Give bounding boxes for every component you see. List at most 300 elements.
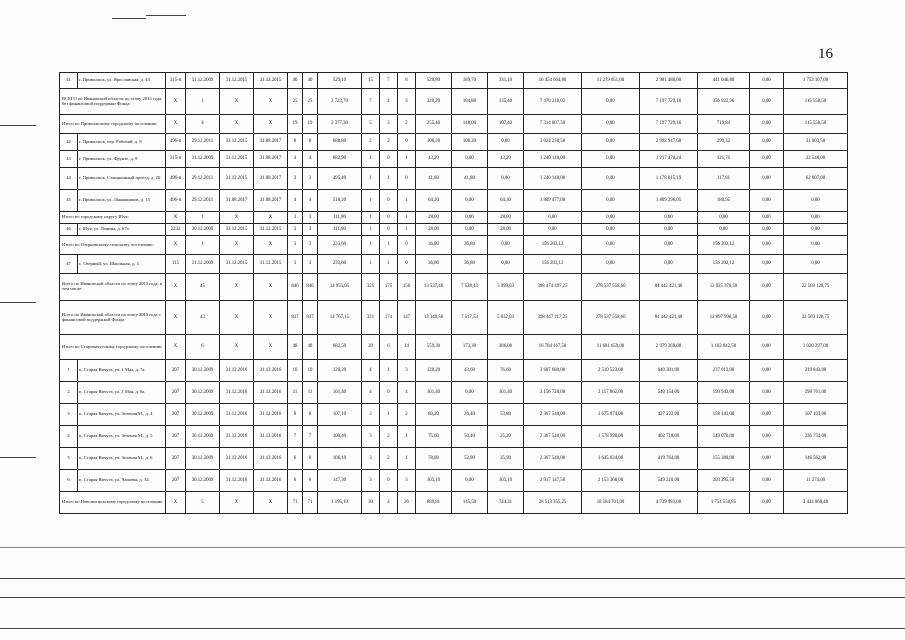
value-cell: 0 (380, 212, 398, 224)
value-cell: X (254, 212, 288, 224)
address-cell: г. Шуя, ул. Ленина, д. 67а (78, 224, 166, 236)
summary-label: ВСЕГО по Ивановской области по этапу 2014 года, без финансовой поддержки Фонда (60, 89, 166, 115)
value-cell: 3 (303, 212, 318, 224)
value-cell: 84 442 421,40 (640, 301, 698, 335)
value-cell: 0,00 (750, 335, 784, 360)
scan-mark (0, 597, 905, 598)
value-cell: 156 203,12 (524, 236, 582, 255)
value-cell: 3 (288, 255, 303, 274)
value-cell: 30.12.2009 (186, 382, 220, 404)
value-cell: 315-п (166, 151, 186, 168)
value-cell: 0,00 (488, 134, 524, 151)
value-cell: 6 (303, 470, 318, 492)
value-cell: 31.12.2016 (254, 470, 288, 492)
value-cell: 0,00 (750, 404, 784, 426)
value-cell: 22 548,00 (784, 151, 848, 168)
value-cell: 22 569 128,75 (784, 301, 848, 335)
value-cell: 156 203,12 (698, 255, 750, 274)
value-cell: 219 843,00 (784, 360, 848, 382)
value-cell: 315-п (166, 73, 186, 89)
value-cell: 107,40 (488, 115, 524, 134)
scan-mark (0, 547, 905, 548)
value-cell: 3 (398, 89, 416, 115)
value-cell: 0,00 (750, 274, 784, 301)
address-cell: г. Приволжск, ул. Ярославская, д. 43 (78, 73, 166, 89)
value-cell: 419 764,00 (640, 448, 698, 470)
value-cell: 3 (398, 470, 416, 492)
value-cell: 62 007,00 (784, 168, 848, 190)
value-cell: 1 020 297,00 (784, 335, 848, 360)
value-cell: 1 (380, 360, 398, 382)
value-cell: 0,00 (750, 470, 784, 492)
value-cell: 1 (398, 426, 416, 448)
value-cell: 11 (303, 382, 318, 404)
summary-label: Всего по Ивановской области по этапу 2015 года, в том числе: (60, 274, 166, 301)
value-cell: X (220, 236, 254, 255)
value-cell: 12 897 996,50 (698, 301, 750, 335)
value-cell: 48 (303, 335, 318, 360)
value-cell: 837 (303, 301, 318, 335)
value-cell: 115 558,50 (784, 89, 848, 115)
value-cell: 3 (362, 448, 380, 470)
value-cell: 64,20 (416, 190, 452, 212)
row-number: 46 (60, 224, 78, 236)
value-cell: 10 (303, 360, 318, 382)
value-cell: 0,00 (582, 115, 640, 134)
value-cell: 682,90 (318, 151, 362, 168)
value-cell: 520,80 (416, 73, 452, 89)
value-cell: 2 917 147,50 (524, 470, 582, 492)
value-cell: 11 279 051,00 (582, 73, 640, 89)
value-cell: 529,10 (318, 73, 362, 89)
housing-registry-table (59, 72, 848, 514)
value-cell: 3 (303, 168, 318, 190)
value-cell: 0,00 (750, 212, 784, 224)
value-cell: 111,80 (318, 212, 362, 224)
value-cell: 0 (380, 190, 398, 212)
value-cell: X (254, 335, 288, 360)
value-cell: 36,80 (416, 255, 452, 274)
value-cell: 0,00 (784, 190, 848, 212)
value-cell: 30.12.2009 (186, 448, 220, 470)
value-cell: 2232 (166, 224, 186, 236)
summary-label: Итого по Приволжскому городскому поселению: (60, 115, 166, 134)
value-cell: 1 (398, 448, 416, 470)
value-cell: 101,40 (318, 382, 362, 404)
value-cell: 147,30 (318, 470, 362, 492)
value-cell: 0,00 (640, 236, 698, 255)
value-cell: 31.12.2016 (220, 470, 254, 492)
value-cell: 71 (303, 492, 318, 514)
value-cell: 398 447 117,25 (524, 301, 582, 335)
value-cell: X (220, 301, 254, 335)
value-cell: 28,00 (416, 224, 452, 236)
value-cell: 30 (362, 492, 380, 514)
value-cell: 1 (362, 190, 380, 212)
value-cell: 117,81 (698, 168, 750, 190)
summary-row (60, 274, 848, 301)
value-cell: 889,81 (416, 492, 452, 514)
address-cell: п. Старая Вичуга, ул. 1 Мая, д. 7а (78, 360, 166, 382)
value-cell: 0,00 (750, 236, 784, 255)
value-cell: 13 349,56 (416, 301, 452, 335)
value-cell: 207 (166, 448, 186, 470)
value-cell: 31.08.2017 (220, 190, 254, 212)
value-cell: 236 754,00 (784, 426, 848, 448)
value-cell: 3 607 680,00 (524, 360, 582, 382)
table-row (60, 448, 848, 470)
value-cell: 40 (288, 73, 303, 89)
address-cell: п. Старая Вичуга, ул. Чапаева, д. 34 (78, 470, 166, 492)
value-cell: 0,00 (750, 448, 784, 470)
scan-mark (0, 457, 36, 458)
value-cell: 3 (288, 224, 303, 236)
value-cell: 278 537 558,60 (582, 274, 640, 301)
value-cell: 19 (303, 115, 318, 134)
value-cell: 278 537 558,60 (582, 301, 640, 335)
value-cell: 3 (303, 236, 318, 255)
value-cell: 158 141,00 (698, 404, 750, 426)
value-cell: 0 (380, 470, 398, 492)
value-cell: 80,20 (416, 404, 452, 426)
value-cell: 30.12.2009 (186, 470, 220, 492)
value-cell: 84 442 421,40 (640, 274, 698, 301)
value-cell: 180,95 (698, 190, 750, 212)
value-cell: 31.08.2017 (254, 134, 288, 151)
value-cell: 7 538,43 (452, 274, 488, 301)
value-cell: 7 314 007,50 (524, 115, 582, 134)
value-cell: 682,50 (318, 335, 362, 360)
value-cell: 325 (362, 274, 380, 301)
value-cell: 518,20 (318, 190, 362, 212)
value-cell: 145,50 (452, 492, 488, 514)
value-cell: 2 (398, 115, 416, 134)
value-cell: 43,20 (488, 151, 524, 168)
value-cell: 7 517,53 (452, 301, 488, 335)
value-cell: X (254, 274, 288, 301)
value-cell: 1 (186, 89, 220, 115)
row-number: 3 (60, 404, 78, 426)
value-cell: 31.12.2015 (220, 134, 254, 151)
value-cell: 26,40 (452, 404, 488, 426)
value-cell: 50,40 (452, 426, 488, 448)
value-cell: 233,60 (318, 255, 362, 274)
value-cell: 31.12.2016 (220, 360, 254, 382)
value-cell: 199 943,00 (698, 382, 750, 404)
value-cell: 1 (186, 212, 220, 224)
value-cell: 0,00 (582, 255, 640, 274)
value-cell: 0,00 (640, 212, 698, 224)
value-cell: X (220, 492, 254, 514)
value-cell: 30.12.2009 (186, 224, 220, 236)
scan-mark (146, 15, 186, 16)
value-cell: 2 979 369,00 (640, 335, 698, 360)
summary-row (60, 335, 848, 360)
value-cell: 3 (288, 236, 303, 255)
table-row (60, 404, 848, 426)
value-cell: 1 (380, 404, 398, 426)
value-cell: 0,00 (452, 224, 488, 236)
value-cell: 719,84 (698, 115, 750, 134)
value-cell: 19 (288, 115, 303, 134)
value-cell: 45 (186, 274, 220, 301)
value-cell: 31.12.2016 (254, 404, 288, 426)
value-cell: 11 681 659,00 (582, 335, 640, 360)
value-cell: 31.12.2016 (254, 448, 288, 470)
value-cell: 496-п (166, 168, 186, 190)
value-cell: 22 569 128,75 (784, 274, 848, 301)
value-cell: 43,60 (452, 360, 488, 382)
summary-label: Итого по Озерновскому сельскому поселению: (60, 236, 166, 255)
value-cell: 120,20 (416, 360, 452, 382)
value-cell: 0,00 (582, 224, 640, 236)
summary-row (60, 301, 848, 335)
value-cell: 3 (362, 404, 380, 426)
value-cell: 1 (398, 224, 416, 236)
value-cell: 0,00 (750, 301, 784, 335)
value-cell: 402 718,00 (640, 426, 698, 448)
value-cell: 1 (362, 168, 380, 190)
value-cell: 0,00 (452, 151, 488, 168)
value-cell: X (220, 274, 254, 301)
value-cell: 31.12.2016 (254, 360, 288, 382)
value-cell: 4 (303, 151, 318, 168)
value-cell: 0,00 (750, 168, 784, 190)
value-cell: 173,30 (452, 335, 488, 360)
value-cell: 299,32 (698, 134, 750, 151)
value-cell: 1 195,10 (318, 492, 362, 514)
row-number: 42 (60, 134, 78, 151)
value-cell: 148,00 (452, 115, 488, 134)
table-row (60, 224, 848, 236)
value-cell: 1 (380, 255, 398, 274)
scan-mark (0, 628, 905, 629)
value-cell: 321 (362, 301, 380, 335)
value-cell: 846 (288, 274, 303, 301)
value-cell: 31.12.2016 (254, 426, 288, 448)
value-cell: 4 (380, 89, 398, 115)
value-cell: 495,40 (318, 168, 362, 190)
address-cell: с. Озерный, ул. Школьная, д. 3 (78, 255, 166, 274)
value-cell: 7 470 210,02 (524, 89, 582, 115)
value-cell: 1 754 550,85 (698, 492, 750, 514)
value-cell: 7 197 729,16 (640, 115, 698, 134)
value-cell: X (254, 301, 288, 335)
table-row (60, 73, 848, 89)
value-cell: 31.12.2015 (220, 224, 254, 236)
value-cell: 75,60 (416, 426, 452, 448)
value-cell: 31.12.2015 (220, 73, 254, 89)
value-cell: 5 (186, 492, 220, 514)
value-cell: 1 (398, 212, 416, 224)
value-cell: X (166, 301, 186, 335)
value-cell: 36,80 (452, 236, 488, 255)
value-cell: 2 (380, 134, 398, 151)
value-cell: 2 510 523,00 (582, 360, 640, 382)
address-cell: п. Старая Вичуга, ул. Зеленая М., д. 4 (78, 404, 166, 426)
value-cell: 25,90 (488, 448, 524, 470)
value-cell: 3 (303, 255, 318, 274)
value-cell: X (220, 212, 254, 224)
value-cell: 13 537,46 (416, 274, 452, 301)
value-cell: 111,80 (318, 224, 362, 236)
summary-row (60, 236, 848, 255)
value-cell: 106,20 (416, 134, 452, 151)
value-cell: 5 832,03 (488, 301, 524, 335)
value-cell: 0,00 (452, 382, 488, 404)
row-number: 47 (60, 255, 78, 274)
value-cell: 237 013,00 (698, 360, 750, 382)
value-cell: X (166, 212, 186, 224)
table-row (60, 190, 848, 212)
value-cell: 4 (288, 190, 303, 212)
value-cell: 120,20 (318, 360, 362, 382)
value-cell: X (166, 115, 186, 134)
value-cell: 28,00 (488, 224, 524, 236)
value-cell: 2 981 480,00 (640, 73, 698, 89)
value-cell: 0 (398, 168, 416, 190)
value-cell: 3 156 720,00 (524, 382, 582, 404)
value-cell: 4 (303, 190, 318, 212)
value-cell: 3 (288, 212, 303, 224)
value-cell: 3 (362, 470, 380, 492)
value-cell: 331,10 (488, 73, 524, 89)
value-cell: 1 (380, 236, 398, 255)
value-cell: 7 197 729,16 (640, 89, 698, 115)
value-cell: 28 513 355,25 (524, 492, 582, 514)
value-cell: 29.12.2011 (186, 134, 220, 151)
value-cell: 189,70 (452, 73, 488, 89)
table-row (60, 255, 848, 274)
table-row (60, 134, 848, 151)
table-row (60, 470, 848, 492)
value-cell: 0,00 (750, 255, 784, 274)
row-number: 5 (60, 448, 78, 470)
value-cell: 14 (398, 335, 416, 360)
value-cell: 0,00 (452, 212, 488, 224)
value-cell: 0,00 (784, 236, 848, 255)
value-cell: 31 003,50 (784, 134, 848, 151)
value-cell: 103,10 (488, 470, 524, 492)
value-cell: 0,00 (488, 236, 524, 255)
value-cell: X (254, 492, 288, 514)
value-cell: 1 (362, 212, 380, 224)
value-cell: 846 (303, 274, 318, 301)
value-cell: 7 (288, 426, 303, 448)
value-cell: 8 (288, 134, 303, 151)
value-cell: 0,00 (488, 168, 524, 190)
value-cell: 115 (166, 255, 186, 274)
value-cell: 3 (362, 426, 380, 448)
value-cell: 1 645 834,00 (582, 448, 640, 470)
table-row (60, 168, 848, 190)
row-number: 1 (60, 360, 78, 382)
value-cell: 8 (303, 404, 318, 426)
value-cell: 0,00 (640, 224, 698, 236)
value-cell: 175 (380, 274, 398, 301)
value-cell: 43,20 (416, 151, 452, 168)
summary-label: Итого по Новописцовскому городскому поселению: (60, 492, 166, 514)
value-cell: 3 434 060,40 (784, 492, 848, 514)
value-cell: 4 (362, 360, 380, 382)
value-cell: 28,00 (416, 212, 452, 224)
value-cell: 3 024 250,50 (524, 134, 582, 151)
value-cell: 549 210,00 (640, 470, 698, 492)
row-number: 2 (60, 382, 78, 404)
value-cell: 156 203,12 (524, 255, 582, 274)
value-cell: 4 (362, 382, 380, 404)
value-cell: 1 (362, 151, 380, 168)
value-cell: 101,40 (416, 382, 452, 404)
value-cell: 147 (398, 301, 416, 335)
value-cell: 31.12.2016 (220, 426, 254, 448)
value-cell: 8 (303, 134, 318, 151)
value-cell: 0,00 (750, 360, 784, 382)
value-cell: 640 301,00 (640, 360, 698, 382)
value-cell: 1 (398, 151, 416, 168)
value-cell: X (254, 236, 288, 255)
value-cell: 1 178 015,19 (640, 168, 698, 190)
table-row (60, 382, 848, 404)
value-cell: 386,00 (488, 335, 524, 360)
value-cell: 30.12.2009 (186, 404, 220, 426)
summary-label: Итого по городскому округу Шуя: (60, 212, 166, 224)
value-cell: 0,00 (524, 224, 582, 236)
value-cell: 174 (380, 301, 398, 335)
value-cell: 1 (362, 236, 380, 255)
value-cell: 52,90 (452, 448, 488, 470)
value-cell: 680,80 (318, 134, 362, 151)
value-cell: 135,40 (488, 89, 524, 115)
value-cell: 11 (288, 382, 303, 404)
value-cell: 3 (380, 115, 398, 134)
value-cell: X (254, 115, 288, 134)
value-cell: 30.12.2009 (186, 360, 220, 382)
value-cell: 0,00 (750, 89, 784, 115)
address-cell: п. Старая Вичуга, ул. Зеленая М., д. 5 (78, 426, 166, 448)
value-cell: 7 (362, 89, 380, 115)
value-cell: 2 367 540,00 (524, 448, 582, 470)
value-cell: 25,20 (488, 426, 524, 448)
value-cell: 14 767,15 (318, 301, 362, 335)
value-cell: 28,00 (488, 212, 524, 224)
scan-mark (0, 578, 905, 579)
value-cell: 107,10 (318, 404, 362, 426)
value-cell: 25 (303, 89, 318, 115)
scan-mark (112, 18, 146, 19)
value-cell: 0,00 (582, 89, 640, 115)
value-cell: 12 925 376,50 (698, 274, 750, 301)
value-cell: 0,00 (750, 190, 784, 212)
value-cell: 26 (398, 492, 416, 514)
value-cell: 31.12.2009 (186, 255, 220, 274)
value-cell: 29.12.2011 (186, 168, 220, 190)
value-cell: 0,00 (582, 168, 640, 190)
value-cell: 31.12.2015 (254, 224, 288, 236)
value-cell: 3 (398, 360, 416, 382)
value-cell: 6 (288, 448, 303, 470)
value-cell: X (166, 335, 186, 360)
value-cell: X (166, 492, 186, 514)
value-cell: X (166, 236, 186, 255)
value-cell: 31.12.2015 (254, 255, 288, 274)
value-cell: 48 (288, 335, 303, 360)
address-cell: г. Приволжск, ул. Фрунзе, д. 9 (78, 151, 166, 168)
value-cell: 149 070,00 (698, 426, 750, 448)
value-cell: X (220, 335, 254, 360)
value-cell: 1 578 998,00 (582, 426, 640, 448)
value-cell: X (254, 89, 288, 115)
